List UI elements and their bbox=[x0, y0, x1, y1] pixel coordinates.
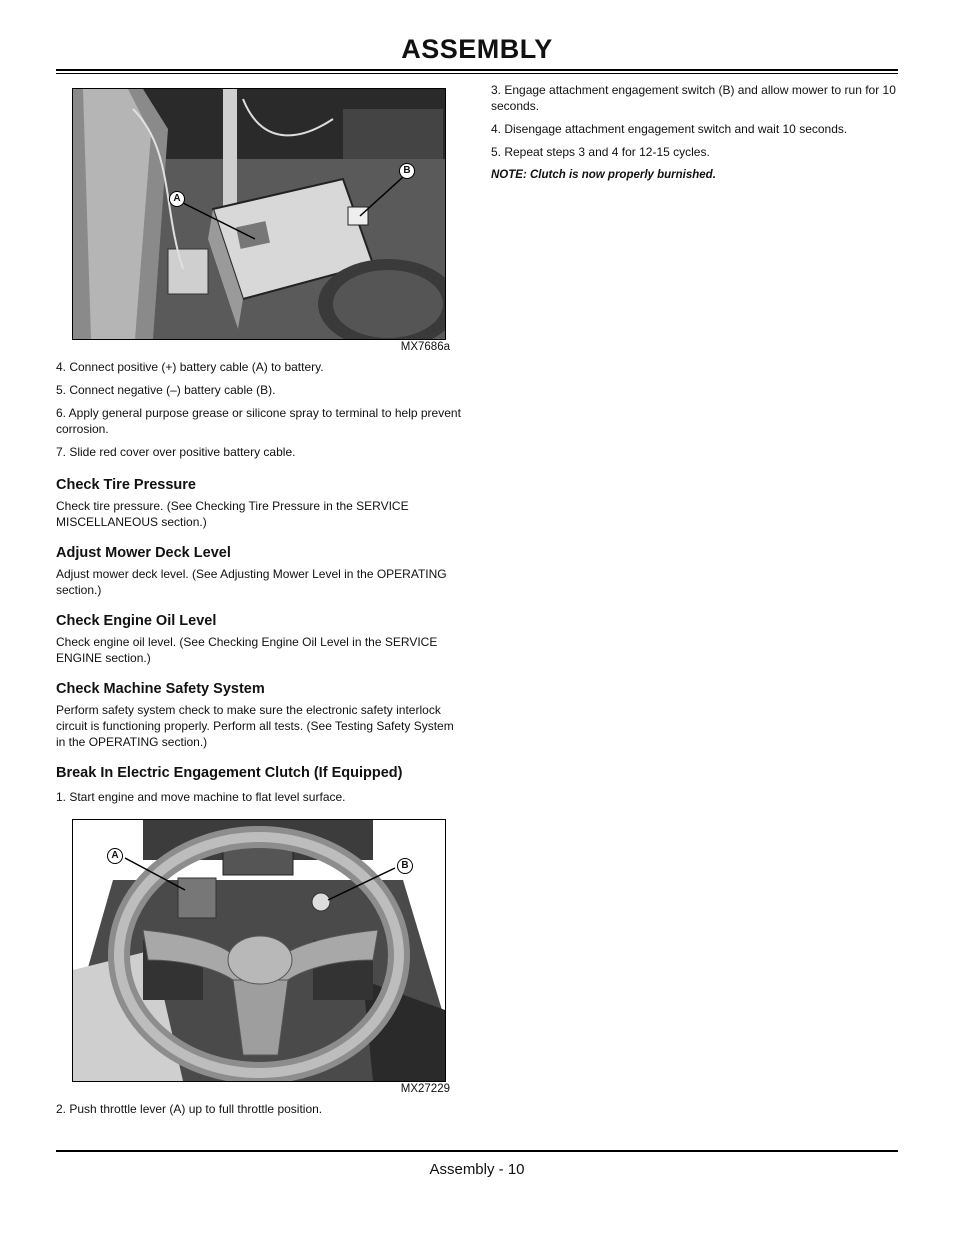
callout-b: B bbox=[399, 163, 415, 179]
step-item: 2. Push throttle lever (A) up to full throttle position. bbox=[56, 1102, 323, 1116]
section-heading: Check Tire Pressure bbox=[56, 477, 196, 493]
section-body: Check tire pressure. (See Checking Tire Pressure in the SERVICE MISCELLANEOUS section.) bbox=[56, 499, 409, 529]
header-rule-thin bbox=[56, 73, 898, 74]
step-item: 5. Connect negative (–) battery cable (B). bbox=[56, 383, 276, 397]
steering-photo bbox=[72, 819, 446, 1082]
section-heading: Adjust Mower Deck Level bbox=[56, 545, 231, 561]
callout-a: A bbox=[169, 191, 185, 207]
section-safety-system bbox=[56, 681, 464, 750]
step-item: 4. Disengage attachment engagement switch and wait 10 seconds. bbox=[491, 122, 848, 136]
section-clutch-break-in bbox=[56, 765, 464, 805]
battery-photo bbox=[72, 88, 446, 340]
section-heading: Break In Electric Engagement Clutch (If Equipped) bbox=[56, 765, 403, 781]
footer-rule bbox=[56, 1150, 898, 1152]
step-item: 7. Slide red cover over positive battery cable. bbox=[56, 445, 296, 459]
page-title: ASSEMBLY bbox=[401, 34, 553, 64]
section-body: Perform safety system check to make sure the electronic safety interlock circuit is functioning properly. Perform all tests. (See Testing Safety System in the OPERATING section.) bbox=[56, 703, 454, 749]
section-deck-level bbox=[56, 545, 464, 598]
left-column bbox=[56, 88, 464, 1124]
step-item: 4. Connect positive (+) battery cable (A) to battery. bbox=[56, 360, 324, 374]
page-number: Assembly - 10 bbox=[429, 1161, 525, 1178]
section-engine-oil bbox=[56, 613, 464, 666]
callout-a: A bbox=[107, 848, 123, 864]
figure-caption: MX7686a bbox=[400, 341, 450, 353]
right-column bbox=[491, 82, 897, 183]
callout-b: B bbox=[397, 858, 413, 874]
step-item: 6. Apply general purpose grease or silicone spray to terminal to help prevent corrosion. bbox=[56, 406, 461, 436]
section-heading: Check Engine Oil Level bbox=[56, 613, 217, 629]
step-item: 5. Repeat steps 3 and 4 for 12-15 cycles. bbox=[491, 145, 710, 159]
battery-steps bbox=[56, 359, 464, 460]
battery-illustration bbox=[73, 89, 445, 339]
section-body: Check engine oil level. (See Checking Engine Oil Level in the SERVICE ENGINE section.) bbox=[56, 635, 438, 665]
section-tire-pressure bbox=[56, 477, 464, 530]
steering-wheel-illustration bbox=[73, 820, 445, 1081]
figure-caption: MX27229 bbox=[400, 1083, 450, 1095]
section-body: Adjust mower deck level. (See Adjusting Mower Level in the OPERATING section.) bbox=[56, 567, 447, 597]
step-item: 1. Start engine and move machine to flat level surface. bbox=[56, 790, 346, 804]
step-item: 3. Engage attachment engagement switch (B) and allow mower to run for 10 seconds. bbox=[491, 83, 896, 113]
section-heading: Check Machine Safety System bbox=[56, 681, 265, 697]
note-text: NOTE: Clutch is now properly burnished. bbox=[491, 169, 716, 181]
header-rule bbox=[56, 69, 898, 71]
